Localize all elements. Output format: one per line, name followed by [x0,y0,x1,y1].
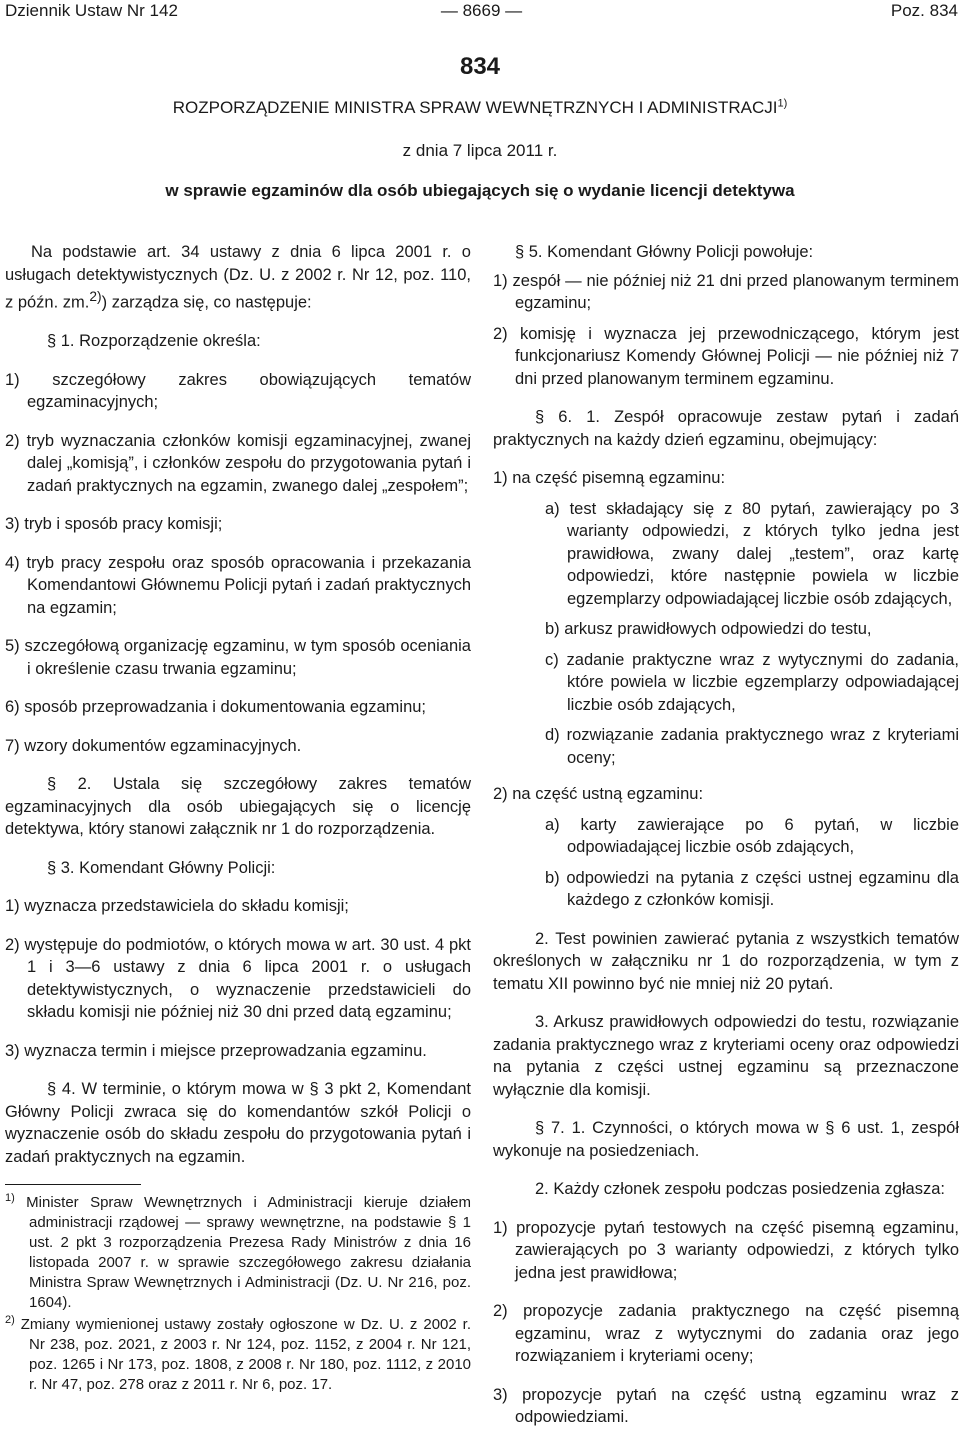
left-column [5,241,471,1397]
preamble-text: Na podstawie art. 34 ustawy z dnia 6 lipca 2001 r. o usługach detektywistycznych (Dz. U. z 2002 r. Nr 12, poz. 110, z późn. zm. [5,243,471,312]
section-7-paragraph-2: 2. Każdy członek zespołu podczas posiedzenia zgłasza: [535,1180,945,1198]
footnote-ref-2[interactable]: 2) [89,289,102,304]
section-3-intro: § 3. Komendant Główny Policji: [47,858,276,877]
journal-name: Dziennik Ustaw Nr 142 [5,1,178,20]
section-6-point-1: 1) na część pisemną egzaminu: [493,469,726,487]
section-7-item-3: 3) propozycje pytań na część ustną egzaminu wraz z odpowiedziami. [493,1385,959,1426]
section-3-item-1: 1) wyznacza przedstawiciela do składu komisji; [5,897,349,915]
section-5-intro: § 5. Komendant Główny Policji powołuje: [515,243,814,261]
section-7-paragraph-1: § 7. 1. Czynności, o których mowa w § 6 ust. 1, zespół wykonuje na posiedzeniach. [493,1119,959,1160]
section-6-paragraph-3: 3. Arkusz prawidłowych odpowiedzi do testu, rozwiązanie zadania praktycznego wraz z kryteriami oceny oraz odpowiedzi na pytania z części ustnej egzaminu są przeznaczone wyłącznie dla komisji. [493,1013,959,1099]
section-1-item-7: 7) wzory dokumentów egzaminacyjnych. [5,736,302,755]
footnote-1 [5,1193,471,1313]
section-6-point-2: 2) na część ustną egzaminu: [493,785,704,803]
section-6-point-2-a: a) karty zawierające po 6 pytań, w liczbie odpowiadającej liczbie osób zdających, [545,815,959,856]
section-7-item-2: 2) propozycje zadania praktycznego na część pisemną egzaminu, wraz z wytycznymi do zadania oraz jego rozwiązaniem i kryteriami oceny; [493,1302,959,1365]
section-6-intro: § 6. 1. Zespół opracowuje zestaw pytań i zadań praktycznych na każdy dzień egzaminu, obejmujący: [493,408,959,449]
section-1-item-1: 1) szczegółowy zakres obowiązujących tematów egzaminacyjnych; [5,370,471,411]
position-number: Poz. 834 [890,1,958,20]
preamble-end: ) zarządza się, co następuje: [101,293,312,312]
section-3-item-3: 3) wyznacza termin i miejsce przeprowadzania egzaminu. [5,1041,427,1060]
preamble [5,241,471,314]
act-subject: w sprawie egzaminów dla osób ubiegających się o wydanie licencji detektywa [165,181,795,200]
section-1-item-6: 6) sposób przeprowadzania i dokumentowania egzaminu; [5,698,426,716]
section-5-item-1: 1) zespół — nie później niż 21 dni przed planowanym terminem egzaminu; [493,271,959,312]
act-number: 834 [459,53,501,80]
section-4: § 4. W terminie, o którym mowa w § 3 pkt 2, Komendant Główny Policji zwraca się do komendantów szkół Policji o wyznaczenie osób do składu zespołu do przygotowania pytań i zadań praktycznych na egzamin. [5,1080,471,1166]
footnote-1-text: Minister Spraw Wewnętrznych i Administracji kieruje działem administracji rządowej — sprawy wewnętrzne, na podstawie § 1 ust. 2 pkt 3 rozporządzenia Prezesa Rady Ministrów z dnia 16 listopada 2007 r. w sprawie szczegółowego zakresu działania Ministra Spraw Wewnętrznych i Administracji (Dz. U. Nr 216, poz. 1604). [26,1194,471,1311]
act-title-text: ROZPORZĄDZENIE MINISTRA SPRAW WEWNĘTRZNYCH I ADMINISTRACJI [172,98,778,117]
footnote-1-mark: 1) [5,1192,15,1204]
act-date: z dnia 7 lipca 2011 r. [402,141,558,160]
section-1-item-5: 5) szczegółową organizację egzaminu, w tym sposób oceniania i określenie czasu trwania egzaminu; [5,637,471,678]
section-6-paragraph-2: 2. Test powinien zawierać pytania z wszystkich tematów określonych w załączniku nr 1 do rozporządzenia, w tym z tematu XII powinno być nie mniej niż 20 pytań. [493,929,959,993]
section-6-point-2-b: b) odpowiedzi na pytania z części ustnej egzaminu dla każdego z członków komisji. [545,868,959,909]
footnote-divider [5,1184,141,1185]
footnote-2-mark: 2) [5,1314,15,1326]
footnote-ref-1[interactable]: 1) [777,97,788,110]
section-6-point-1-b: b) arkusz prawidłowych odpowiedzi do testu, [545,620,872,638]
section-1-item-3: 3) tryb i sposób pracy komisji; [5,515,223,533]
footnote-2 [5,1315,471,1395]
page-number: — 8669 — [440,1,523,20]
footnote-2-text: Zmiany wymienionej ustawy zostały ogłoszone w Dz. U. z 2002 r. Nr 238, poz. 2021, z 2003 r. Nr 124, poz. 1152, z 2004 r. Nr 121, poz. 1265 i Nr 173, poz. 1808, z 2008 r. Nr 180, poz. 1112, z 2010 r. Nr 47, poz. 278 oraz z 2011 r. Nr 6, poz. 17. [20,1316,471,1393]
section-6-point-1-a: a) test składający się z 80 pytań, zawierający po 3 warianty odpowiedzi, z których tylko jedna jest prawidłowa, zwany dalej „testem”, oraz kartę odpowiedzi, które następnie powiela w liczbie egzemplarzy odpowiadającej liczbie osób zdających, [545,499,959,608]
section-2: § 2. Ustala się szczegółowy zakres tematów egzaminacyjnych dla osób ubiegających się o licencję detektywa, który stanowi załącznik nr 1 do rozporządzenia. [5,775,471,838]
section-1-item-4: 4) tryb pracy zespołu oraz sposób opracowania i przekazania Komendantowi Głównemu Policji pytań i zadań praktycznych na egzamin; [5,553,471,617]
section-6-point-1-c: c) zadanie praktyczne wraz z wytycznymi do zadania, które powiela w liczbie egzemplarzy odpowiadającej liczbie osób zdających, [545,650,959,714]
section-6-point-1-d: d) rozwiązanie zadania praktycznego wraz z kryteriami oceny; [545,726,959,767]
section-1-item-2: 2) tryb wyznaczania członków komisji egzaminacyjnej, zwanej dalej „komisją”, i członków zespołu do przygotowania pytań i zadań praktycznych na egzamin, zwanego dalej „zespołem”; [5,431,471,495]
section-3-item-2: 2) występuje do podmiotów, o których mowa w art. 30 ust. 4 pkt 1 i 3—6 ustawy z dnia 6 lipca 2001 r. o usługach detektywistycznych, o wyznaczenie przedstawicieli do składu komisji nie później niż 30 dni przed datą egzaminu; [5,935,471,1021]
act-title [0,96,960,120]
section-7-item-1: 1) propozycje pytań testowych na część pisemną egzaminu, zawierających po 3 warianty odpowiedzi, z których tylko jedna jest prawidłowa; [493,1218,959,1282]
section-1-intro: § 1. Rozporządzenie określa: [47,332,261,350]
right-column [493,241,959,1445]
section-5-item-2: 2) komisję i wyznacza jej przewodniczącego, którym jest funkcjonariusz Komendy Głównej Policji — nie później niż 7 dni przed planowanym terminem egzaminu. [493,324,959,388]
running-header [5,0,958,24]
